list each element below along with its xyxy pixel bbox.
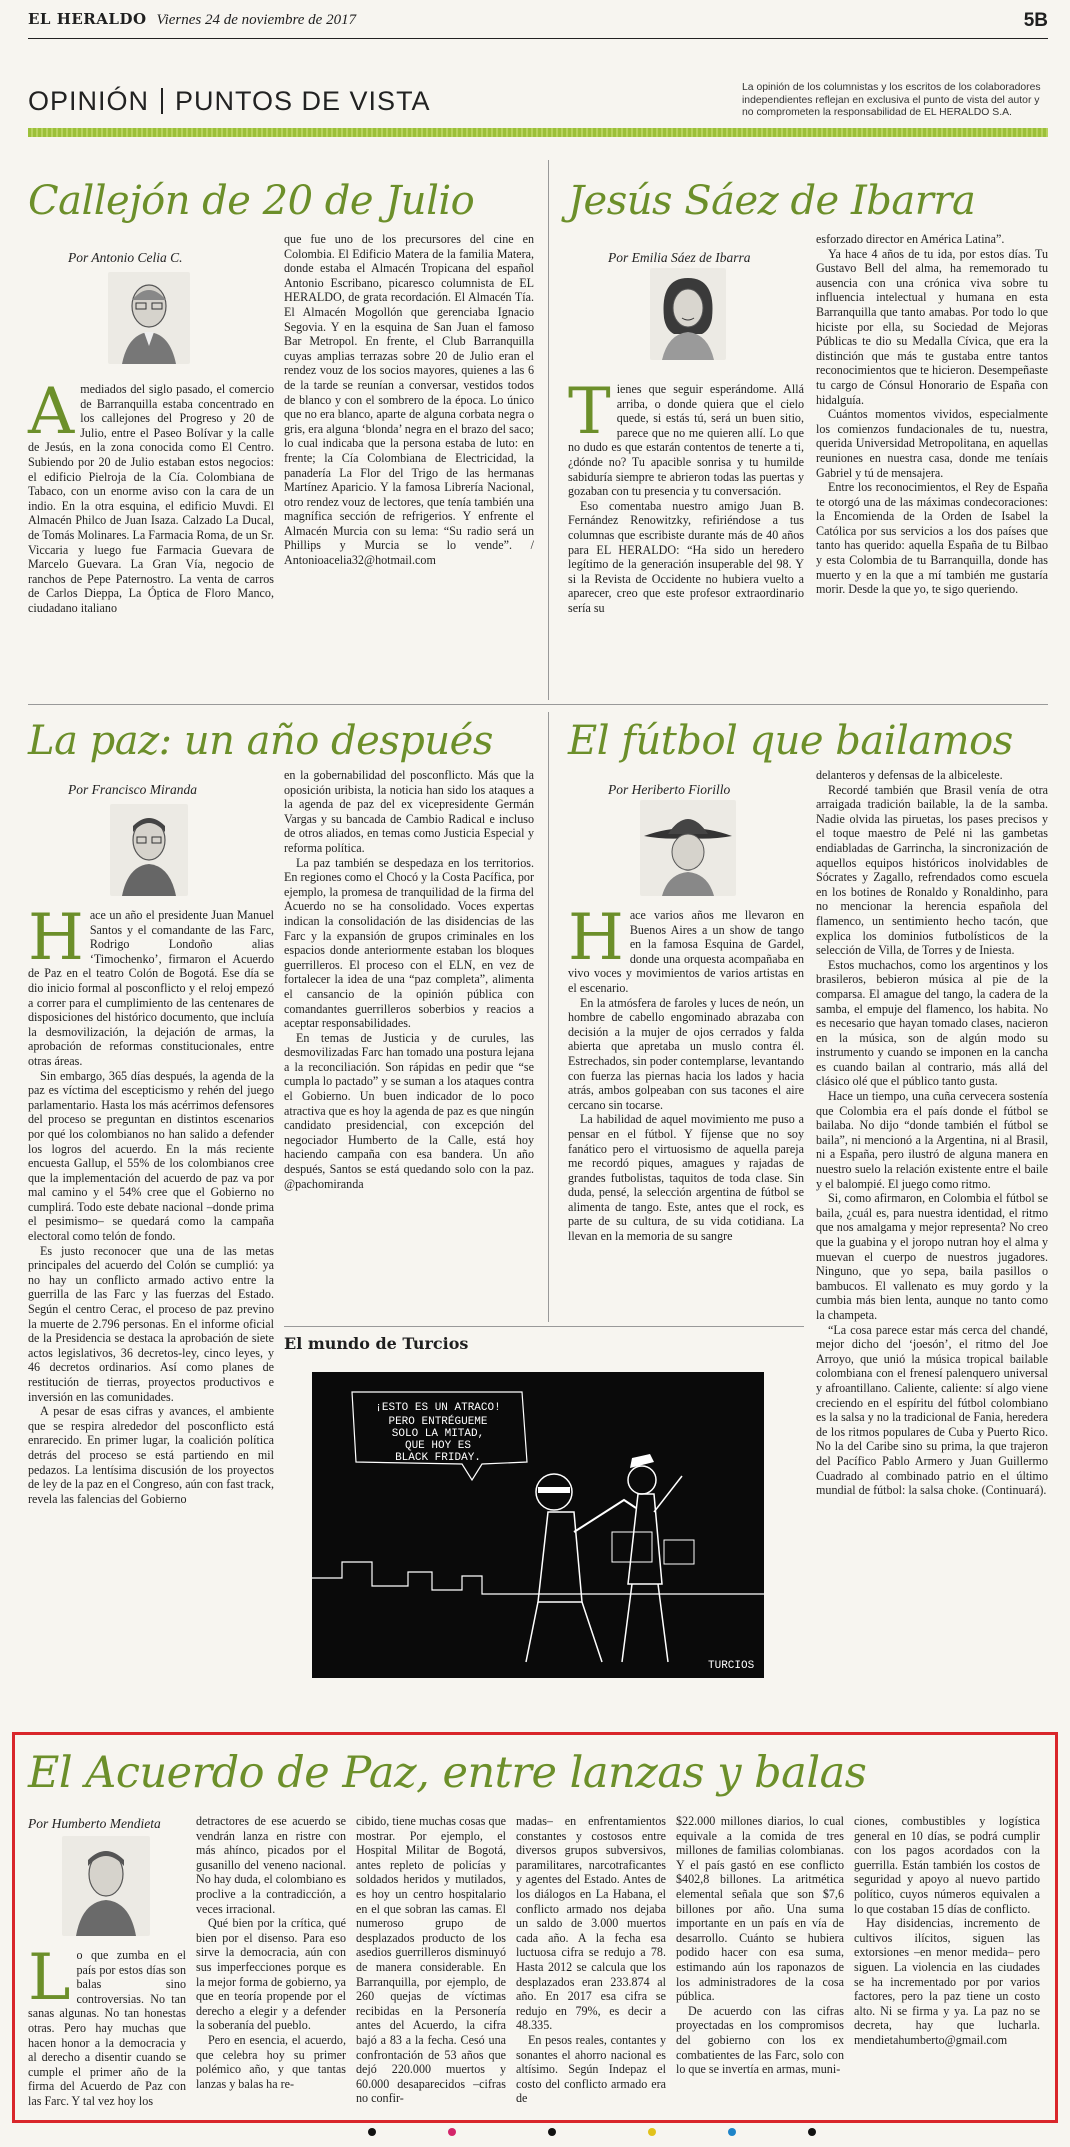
article-body-callejon-col2 bbox=[284, 232, 534, 712]
article-body-acuerdo-col6 bbox=[854, 1814, 1040, 2114]
masthead bbox=[28, 10, 1048, 36]
headline-callejon: Callejón de 20 de Julio bbox=[28, 178, 475, 224]
paragraph: La paz también se despedaza en los territorios. En regiones como el Chocó y la Costa Pacífica, por ejemplo, la promesa de tranquilidad de la firma del Acuerdo no se ha consolidado. Voces expertas indican la consolidación de las disidencias de las Farc y la expansión de grupos criminales en los espacios donde anteriormente estaban los bloques guerrilleros. El proceso con el ELN, en vez de fortalecer la idea de una “paz completa”, alimenta el cansancio de la opinión pública con comandantes guerrilleros soberbios y reacios a aceptar responsabilidades. bbox=[284, 855, 534, 1031]
byline-callejon: Por Antonio Celia C. bbox=[68, 250, 183, 265]
section-header bbox=[28, 86, 431, 117]
portrait-sketch-icon bbox=[640, 800, 736, 896]
dropcap-paz: H bbox=[28, 901, 84, 975]
paragraph: “La cosa parece estar más cerca del chandé, mejor dicho del ‘joesón’, el ritmo del Joe Arroyo, que unió la música tropical bailable colombiana con el frenesí palenquero universal y afroantillano. Caliente, caliente: sí algo viene creciendo en el espíritu del fútbol colombiano es la salsa y no la tradicional de Fania, heredera de los ritmos populares de Cuba y Puerto Rico. No la del Caribe sino su prima, la que trajeron del Pacífico Pablo Armero y Juan Guillermo Cuadrado al combinado patrio en el último mundial de fútbol: la salsa choke. (Continuará). bbox=[816, 1322, 1048, 1498]
headline-saez: Jesús Sáez de Ibarra bbox=[568, 178, 976, 224]
dropcap-acuerdo: L bbox=[28, 1941, 71, 2015]
speech-line: BLACK FRIDAY. bbox=[395, 1452, 481, 1464]
paragraph: Eso comentaba nuestro amigo Juan B. Fernández Renowitzky, refiriéndose a tus columnas que escribiste durante más de 40 años para EL HERALDO: “Ha sido un heredero legítimo de la generación insuperable del 98. Y si la Revista de Occidente no hubiera vuelto a aparecer, creo que este profesor extraordinario sería su bbox=[568, 498, 804, 615]
article-body-saez-col1 bbox=[568, 375, 804, 722]
paragraph: Pero en esencia, el acuerdo, que celebra hoy su primer polémico año, y que tantas lanzas y balas ha re- bbox=[196, 2032, 346, 2091]
article-body-futbol-col2 bbox=[816, 768, 1048, 1698]
paragraph: o que zumba en el país por estos días son balas sino controversias. No tan sanas algunas. No tan honestas otras. Pero hay muchas que hacen honor a la democracia y al derecho a disentir cuando se cumple el primer año de la firma del Acuerdo de Paz con las Farc. Y tal vez hoy los bbox=[28, 1948, 186, 2108]
paragraph: Sin embargo, 365 días después, la agenda de la paz es víctima del escepticismo y rehén del juego parlamentario. Hasta los más acérrimos defensores del proceso se preguntan en distintos escenarios por qué los colombianos no han salido a defender los logros del acuerdo. En la más reciente encuesta Gallup, el 55% de los colombianos cree que la implementación del acuerdo de paz va por mal camino y el 54% cree que el Gobierno no cumplirá. Todo este debate nacional –donde prima el pesimismo– se quedará como la campaña electoral como telón de fondo. bbox=[28, 1068, 274, 1244]
paragraph: Si, como afirmaron, en Colombia el fútbol se baila, ¿cuál es, para nuestra identidad, el ritmo que nos amalgama y mejor representa? No creo que la guabina y el joropo nutran hoy el alma y muevan el cuerpo de nuestros jugadores. Ninguno, que yo sepa, baila pasillos o bambucos. El vallenato es muy gordo y la cumbia más bien lenta, aunque no tanto como la champeta. bbox=[816, 1191, 1048, 1322]
paragraph: A pesar de esas cifras y avances, el ambiente que se respira alrededor del posconflicto está enrarecido. En primer lugar, la coalición política detrás del proceso se está partiendo en mil pedazos. La lentísima discusión de los proyectos de ley de la paz en el Congreso, aún con fast track, revela las falencias del Gobierno bbox=[28, 1404, 274, 1506]
section-title: OPINIÓN bbox=[28, 86, 150, 116]
section-divider bbox=[161, 88, 163, 114]
dropcap-futbol: H bbox=[568, 901, 624, 975]
print-registration-marks bbox=[28, 2126, 1048, 2138]
article-body-acuerdo-col1 bbox=[28, 1941, 186, 2116]
paragraph: delanteros y defensas de la albiceleste. bbox=[816, 768, 1003, 782]
article-body-paz-col2 bbox=[284, 768, 534, 1308]
paragraph: Ya hace 4 años de tu ida, por estos días. Tu Gustavo Bell del alma, ha rememorado tu ausencia con una crónica viva sobre tu influencia intelectual y humana en esta Barranquilla que tanto amabas. Por todo lo que hiciste por ella, su Sociedad de Mejoras Públicas te dio su Medalla Cívica, que era la distinción que más te gustaba entre tantos reconocimientos que te hicieron. Desempeñaste tu cargo de Cónsul Honorario de España con hidalguía. bbox=[816, 246, 1048, 407]
cartoon-top-rule bbox=[284, 1326, 804, 1327]
row-divider bbox=[28, 704, 1048, 705]
headline-futbol: El fútbol que bailamos bbox=[568, 718, 1013, 764]
paragraph: detractores de ese acuerdo se vendrán lanza en ristre con más ahínco, picados por el gusanillo del veneno nacional. No hay duda, el colombiano es proclive a la contradicción, a veces irracional. bbox=[196, 1814, 346, 1916]
paragraph: ace un año el presidente Juan Manuel Santos y el comandante de las Farc, Rodrigo Londoño alias ‘Timochenko’, firmaron el Acuerdo de Paz en el teatro Colón de Bogotá. Ese día se dio inicio formal al posconflicto y el reloj empezó a correr para el cumplimiento de las centenares de disposiciones del histórico documento, que incluía la desmovilización, la dejación de armas, la aprobación de reformas constitucionales, entre otras áreas. bbox=[28, 908, 274, 1068]
registration-dot-icon bbox=[368, 2128, 376, 2136]
paragraph: Estos muchachos, como los argentinos y los brasileros, bebieron música al pie de la comparsa. El amague del tango, la cadera de la samba, el empuje del flamenco, los habita. No es necesario que hayan tomado clases, nacieron en la música, son de algún modo su instrumento y cuando se imponen en la cancha es cuando bailan al contrario, más allá del clásico olé que el público tanto gusta. bbox=[816, 957, 1048, 1089]
byline-futbol: Por Heriberto Fiorillo bbox=[608, 782, 731, 797]
cartoonist-signature: TURCIOS bbox=[708, 1660, 755, 1672]
newspaper-name: EL HERALDO bbox=[28, 10, 147, 28]
opinion-disclaimer: La opinión de los columnistas y los escritos de los colaboradores independientes reflejan en exclusiva el punto de vista del autor y no comprometen la responsabilidad de EL HERALDO S.A. bbox=[742, 82, 1041, 119]
article-body-acuerdo-col4 bbox=[516, 1814, 666, 2114]
column-divider bbox=[548, 160, 549, 700]
dropcap-saez: T bbox=[568, 375, 611, 449]
cartoon-title: El mundo de Turcios bbox=[284, 1334, 469, 1353]
registration-dot-icon bbox=[448, 2128, 456, 2136]
article-body-acuerdo-col3 bbox=[356, 1814, 506, 2114]
paragraph: madas– en enfrentamientos constantes y costosos entre diversos grupos subversivos, paramilitares, narcotraficantes y agentes del Estado. Antes de los diálogos en La Habana, el conflicto armado nos dejaba un saldo de 3.000 muertos cada año. A la fecha esa luctuosa cifra se redujo a 78. Hasta 2012 se calcula que los desplazados eran 233.874 al año. En 2017 esa cifra se redujo en 79%, es decir a 48.335. bbox=[516, 1814, 666, 2033]
paragraph: mediados del siglo pasado, el comercio de Barranquilla estaba concentrado en los callejones del Progreso y 20 de Julio, entre el Paseo Bolívar y la calle de Jesús, en la zona conocida como El Centro. Subiendo por 20 de Julio estaban estos negocios: el edificio Pielroja de la Cía. Colombiana de Tabaco, con un enorme aviso con la cara de un indio. En la otra esquina, el edificio Muvdi. El Almacén Philco de Juan Isaza. Calzado La Ducal, de Tomás Molinares. La Farmacia Roma, de un Sr. Viccaria y luego fue Farmacia Guevara de Marcelo Guevara. La Gran Vía, negocio de ranchos de Pepe Paternostro. La venta de carros de Carlos Dieppa, La Óptica de Floro Manco, ciudadano italiano bbox=[28, 382, 274, 615]
paragraph: Qué bien por la crítica, qué bien por el disenso. Para eso sirve la democracia, aún con sus imperfecciones porque es la mejor forma de gobierno, ya que en teoría propende por el derecho a elegir y a defender la soberanía del pueblo. bbox=[196, 1916, 346, 2033]
article-body-acuerdo-col2 bbox=[196, 1814, 346, 2114]
paragraph: Cuántos momentos vividos, especialmente los comienzos fundacionales de tu, nuestra, querida Universidad Metropolitana, en aquellas reuniones en nuestra casa, donde me teníais Gabriel y tú de mensajera. bbox=[816, 407, 1048, 480]
registration-dot-icon bbox=[808, 2128, 816, 2136]
portrait-sketch-icon bbox=[62, 1836, 150, 1936]
registration-dot-icon bbox=[648, 2128, 656, 2136]
paragraph: Entre los reconocimientos, el Rey de España te otorgó una de las máximas condecoraciones: la Encomienda de la Orden de Isabel la Católica por sus servicios a los dos países que tanto has querido: aquella España de tu Bilbao y esta Colombia de tu Barranquilla, donde has muerto y en la que a mí también me gustaría morir. Desde la que yo, te sigo queriendo. bbox=[816, 480, 1048, 597]
author-photo-mendieta bbox=[62, 1836, 150, 1936]
cartoon-drawing-icon bbox=[312, 1372, 764, 1678]
paragraph: La habilidad de aquel movimiento me puso a pensar en el fútbol. Y fíjense que no soy fanático pero el virtuosismo de aquella pareja me recordó piques, amagues y rajadas de grandes futbolistas, taquitos de toda clase. Sin duda, pensé, la selección argentina de fútbol se alimenta de tango. Este, antes que el rock, es parte de su cultura, de su vida cotidiana. La llevan en la memoria de su sangre bbox=[568, 1112, 804, 1244]
paragraph: $22.000 millones diarios, lo cual equivale a la comida de tres millones de familias colombianas. Y el país gastó en ese conflicto $402,8 billones. La aritmética elemental señala que son $7,6 billones por año. Una suma importante en un país en vía de desarrollo. Cuánto se hubiera podido hacer con esa suma, estimando aún los raponazos de los administradores de la cosa pública. bbox=[676, 1814, 844, 2004]
paragraph: ciones, combustibles y logística general en 10 días, se podrá cumplir con los pagos acordados con la guerrilla. Están también los costos de seguridad y apoyo al nuevo partido político, cuyos números equivalen a lo que costaban 15 días de conflicto. bbox=[854, 1814, 1040, 1916]
paragraph: Es justo reconocer que una de las metas principales del acuerdo del Colón se cumplió: ya no hay un conflicto armado activo entre la guerrilla de las Farc y las fuerzas del Estado. Según el centro Cerac, el proceso de paz previno la muerte de 2.796 personas. En el informe oficial de la Presidencia se destaca la aprobación de siete actos legislativos, 36 decretos-ley, cinco leyes, y 46 decretos ordinarios. Así como planes de restitución de tierras, proyectos productivos e inversión en las comunidades. bbox=[28, 1243, 274, 1404]
column-divider bbox=[548, 712, 549, 1322]
author-photo-saez bbox=[650, 268, 726, 360]
speech-line: SOLO LA MITAD, bbox=[391, 1428, 485, 1440]
portrait-sketch-icon bbox=[110, 804, 188, 896]
speech-line: PERO ENTRÉGUEME bbox=[388, 1416, 488, 1428]
speech-line: QUE HOY ES bbox=[404, 1440, 472, 1452]
paragraph: esforzado director en América Latina”. bbox=[816, 232, 1005, 246]
portrait-sketch-icon bbox=[108, 272, 190, 364]
paragraph: En pesos reales, contantes y sonantes el ahorro nacional es altísimo. Según Indepaz el costo del conflicto armado era de bbox=[516, 2032, 666, 2106]
headline-paz: La paz: un año después bbox=[28, 718, 493, 764]
author-photo-fiorillo bbox=[640, 800, 736, 896]
article-body-callejon-col1 bbox=[28, 375, 274, 722]
paragraph: cibido, tiene muchas cosas que mostrar. Por ejemplo, el Hospital Militar de Bogotá, antes repleto de policías y soldados heridos y mutilados, es hoy un centro hospitalario en el que sobran las camas. El numeroso grupo de desplazados producto de los asedios guerrilleros disminuyó de manera considerable. En Barranquilla, por ejemplo, de 260 quejas de víctimas recibidas en la Personería antes del Acuerdo, la cifra bajó a 83 a la fecha. Cesó una confrontación de 53 años que dejó 220.000 muertos y 60.000 desaparecidos –cifras no confir- bbox=[356, 1814, 506, 2106]
paragraph: En temas de Justicia y de curules, las desmovilizadas Farc han tomado una postura lejana a la reconciliación. Son rápidas en pedir que “se cumpla lo pactado” y se suman a los ataques contra el Gobierno. Un buen indicador de lo poco atractiva que es hoy la agenda de paz es que ningún candidato presidencial, con excepción del negociador Humberto de la Calle, está hoy haciendo campaña con esa bandera. Un año después, Santos se está quedando solo con la paz. @pachomiranda bbox=[284, 1030, 534, 1191]
masthead-rule bbox=[28, 38, 1048, 39]
cartoon-turcios bbox=[312, 1372, 764, 1678]
page-number: 5B bbox=[1023, 10, 1048, 31]
portrait-sketch-icon bbox=[650, 268, 726, 360]
section-subtitle: PUNTOS DE VISTA bbox=[175, 86, 431, 116]
speech-line: ¡ESTO ES UN ATRACO! bbox=[375, 1402, 501, 1414]
author-photo-miranda bbox=[110, 804, 188, 896]
article-body-saez-col2 bbox=[816, 232, 1048, 712]
article-body-paz-col1 bbox=[28, 901, 274, 1708]
paragraph: Hay disidencias, incremento de cultivos ilícitos, siguen las extorsiones –en menor medida– pero siguen. La violencia en las ciudades se ha incrementado por por varios factores, pero la paz tiene un costo alto. Ni se firma y ya. La paz no se decreta, hay que lucharla. mendietahumberto@gmail.com bbox=[854, 1916, 1040, 2047]
article-body-acuerdo-col5 bbox=[676, 1814, 844, 2114]
paragraph: De acuerdo con las cifras proyectadas en los compromisos del gobierno con los ex combatientes de las Farc, solo con lo que se invertía en armas, muni- bbox=[676, 2003, 844, 2077]
dropcap-callejon: A bbox=[28, 375, 75, 449]
headline-acuerdo: El Acuerdo de Paz, entre lanzas y balas bbox=[28, 1748, 867, 1798]
byline-paz: Por Francisco Miranda bbox=[68, 782, 197, 797]
paragraph: en la gobernabilidad del posconflicto. Más que la oposición uribista, la noticia han sido los ataques a la agenda de paz del ex vicepresidente Germán Vargas y su bancada de Cambio Radical e incluso de otros aliados, en temas como Justicia Especial y reforma política. bbox=[284, 768, 534, 855]
author-photo-celia bbox=[108, 272, 190, 364]
paragraph: Recordé también que Brasil venía de otra arraigada tradición bailable, la de la samba. Nadie olvida las piruetas, los pases precisos y el toque maestro de Pelé ni las gambetas endiabladas de Garrincha, la sincronización de aquellos equipos históricos inolvidables de Sócrates y Zagallo, refrendados como escuela en los botines de Ronaldo y Ronaldinho, para no mencionar la herencia española del flamenco, un sentimiento hecho tacón, que explica los dominios futbolísticos de la selección de Villa, de Torres y de Iniesta. bbox=[816, 782, 1048, 958]
registration-dot-icon bbox=[548, 2128, 556, 2136]
registration-dot-icon bbox=[728, 2128, 736, 2136]
article-body-futbol-col1 bbox=[568, 901, 804, 1328]
byline-acuerdo: Por Humberto Mendieta bbox=[28, 1816, 161, 1831]
paragraph: ienes que seguir esperándome. Allá arriba, o donde quiera que el cielo quede, si estás tú, será un buen sitio, parece que no me quieren allí. Lo que no dudo es que estarán contentos de tenerte a ti, ¿dónde no? Tu apacible sonrisa y tu humilde sabiduría siempre te abrieron todas las puertas y gozaban con tu presencia y tu conversación. bbox=[568, 382, 804, 499]
paragraph: Hace un tiempo, una cuña cervecera sostenía que Colombia era el país donde el fútbol se bailaba. No dijo “donde también el fútbol se baila”, ni mencionó a la Argentina, ni al Brasil, ni a España, pero ilustró de alguna manera en nuestro suelo la relación existente entre el baile y el balompié. El juego como ritmo. bbox=[816, 1089, 1048, 1191]
paragraph: que fue uno de los precursores del cine en Colombia. El Edificio Matera de la familia Matera, donde estaba el Almacén Tropicana del español Antonio Escribano, picaresco columnista de EL HERALDO, de grata recordación. El Almacén Tía. El Almacén Mogollón que gerenciaba Ignacio Segovia. Y en la esquina de San Juan el famoso Bar Metropol. En frente, el Club Barranquilla cuyas amplias terrazas sobre 20 de Julio eran el rendez vouz de los socios mayores, quienes a las 6 de la tarde se reunían a conversar, vestidos todos de blanco y con el sombrero de la época. Lo único que no era blanco, aparte de alguna corbata negra o gris, era alguna ‘blonda’ negra en el brazo del saco; lo cual indicaba que la persona estaba de luto: en frente; la Cía Colombiana de Electricidad, la panadería La Flor del Trigo de las hermanas Martínez Aparicio. Y la famosa Librería Nacional, otro rendez vouz de lectores, que tenía también una magnífica sección de refrigerios. Y enfrente el Almacén Murcia con su lema: “Su radio será un Phillips y Murcia se lo vende”. / Antonioacelia32@hotmail.com bbox=[284, 232, 534, 568]
section-band bbox=[28, 128, 1048, 137]
issue-date: Viernes 24 de noviembre de 2017 bbox=[156, 12, 357, 28]
byline-saez: Por Emilia Sáez de Ibarra bbox=[608, 250, 751, 265]
paragraph: En la atmósfera de faroles y luces de neón, un hombre de cabello engominado abrazaba con decisión a la mujer de ojos cerrados y falda abierta que apretaba un muslo contra él. Estrechados, sin poder contemplarse, levantando con fuerza las piernas hacia los lados y hacia atrás, ambos golpeaban con sus tacones el aire cercano sin tocarse. bbox=[568, 995, 804, 1112]
paragraph: ace varios años me llevaron en Buenos Aires a un show de tango en la famosa Esquina de Gardel, donde una orquesta acompañaba en vivo voces y movimientos de varios artistas en el escenario. bbox=[568, 908, 804, 995]
